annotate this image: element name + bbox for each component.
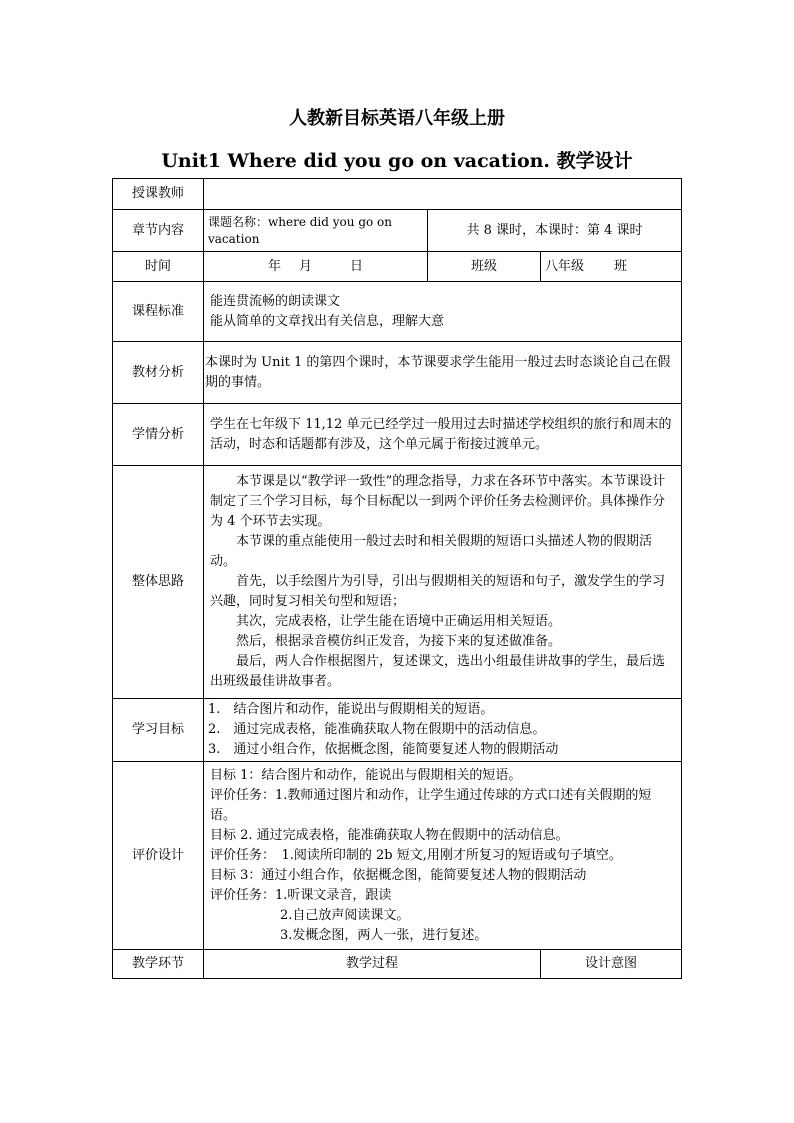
date-month: 月 — [299, 258, 313, 274]
label-standard: 课程标准 — [113, 282, 204, 342]
row-material — [113, 342, 682, 404]
row-footer — [113, 950, 682, 979]
material-text: 本课时为 Unit 1 的第四个课时，本节课要求学生能用一般过去时态谈论自己在假期的事情。 — [204, 342, 682, 404]
row-overall — [113, 466, 682, 699]
standard-line: 能连贯流畅的朗读课文 — [210, 293, 341, 309]
lesson-name: 课题名称：where did you go on vacation — [204, 210, 428, 252]
goal-item: 3. 通过小组合作，依据概念图，能简要复述人物的假期活动 — [208, 742, 559, 757]
label-material: 教材分析 — [113, 342, 204, 404]
students-text: 学生在七年级下 11,12 单元已经学过一般用过去时描述学校组织的旅行和周末的活动，时态和话题都有涉及，这个单元属于衔接过渡单元。 — [204, 404, 682, 466]
label-goals: 学习目标 — [113, 699, 204, 762]
row-goals — [113, 699, 682, 762]
header-process: 教学过程 — [204, 950, 541, 979]
overall-content — [204, 466, 682, 699]
label-class: 班级 — [428, 252, 541, 282]
evaluation-line: 目标 1：结合图片和动作，能说出与假期相关的短语。 — [210, 767, 522, 783]
date-day: 日 — [350, 258, 364, 274]
overall-para: 本节课是以“教学评一致性”的理念指导，力求在各环节中落实。本节课设计制定了三个学习目标，每个目标配以一到两个评价任务去检测评价。具体操作分为 4 个环节去实现。 — [210, 474, 666, 529]
class-value — [541, 252, 682, 282]
row-time — [113, 252, 682, 282]
label-time: 时间 — [113, 252, 204, 282]
evaluation-line: 评价任务： 1.阅读所印制的 2b 短文,用刚才所复习的短语或句子填空。 — [210, 847, 622, 863]
standard-content — [204, 282, 682, 342]
document-subtitle: Unit1 Where did you go on vacation. 教学设计 — [161, 150, 633, 172]
goal-item: 1. 结合图片和动作，能说出与假期相关的短语。 — [208, 702, 494, 717]
evaluation-content — [204, 762, 682, 950]
evaluation-line: 3.发概念图，两人一张，进行复述。 — [280, 927, 488, 943]
overall-para: 然后，根据录音模仿纠正发音，为接下来的复述做准备。 — [236, 634, 562, 649]
goal-item: 2. 通过完成表格，能准确获取人物在假期中的活动信息。 — [208, 722, 546, 737]
row-students — [113, 404, 682, 466]
evaluation-line: 目标 2. 通过完成表格，能准确获取人物在假期中的活动信息。 — [210, 827, 569, 843]
row-teacher — [113, 179, 682, 210]
label-students: 学情分析 — [113, 404, 204, 466]
overall-para: 本节课的重点能使用一般过去时和相关假期的短语口头描述人物的假期活动。 — [210, 534, 653, 569]
evaluation-line: 评价任务：1.教师通过图片和动作，让学生通过传球的方式口述有关假期的短语。 — [210, 787, 652, 823]
label-teaching-step: 教学环节 — [113, 950, 204, 979]
row-standard — [113, 282, 682, 342]
label-chapter: 章节内容 — [113, 210, 204, 252]
date-value — [204, 252, 428, 282]
ban-value: 班 — [614, 258, 628, 274]
row-chapter — [113, 210, 682, 252]
document-title: 人教新目标英语八年级上册 — [289, 108, 505, 129]
overall-para: 其次，完成表格，让学生能在语境中正确运用相关短语。 — [236, 614, 562, 629]
overall-para: 最后，两人合作根据图片，复述课文，选出小组最佳讲故事的学生，最后选出班级最佳讲故事者。 — [210, 654, 666, 689]
evaluation-line: 2.自己放声阅读课文。 — [280, 907, 410, 923]
goals-content — [204, 699, 682, 762]
label-teacher: 授课教师 — [113, 179, 204, 210]
row-evaluation — [113, 762, 682, 950]
lesson-period: 共 8 课时，本课时：第 4 课时 — [428, 210, 682, 252]
grade-value: 八年级 — [545, 258, 585, 274]
evaluation-line: 评价任务：1.听课文录音，跟读 — [210, 887, 392, 903]
header-intent: 设计意图 — [541, 950, 682, 979]
date-year: 年 — [268, 258, 282, 274]
standard-line: 能从简单的文章找出有关信息，理解大意 — [210, 313, 445, 329]
evaluation-line: 目标 3：通过小组合作，依据概念图，能简要复述人物的假期活动 — [210, 867, 587, 883]
value-teacher — [204, 179, 682, 210]
overall-para: 首先，以手绘图片为引导，引出与假期相关的短语和句子，激发学生的学习兴趣，同时复习相关句型和短语； — [210, 574, 666, 609]
lesson-plan-table — [112, 178, 682, 979]
label-overall: 整体思路 — [113, 466, 204, 699]
label-evaluation: 评价设计 — [113, 762, 204, 950]
